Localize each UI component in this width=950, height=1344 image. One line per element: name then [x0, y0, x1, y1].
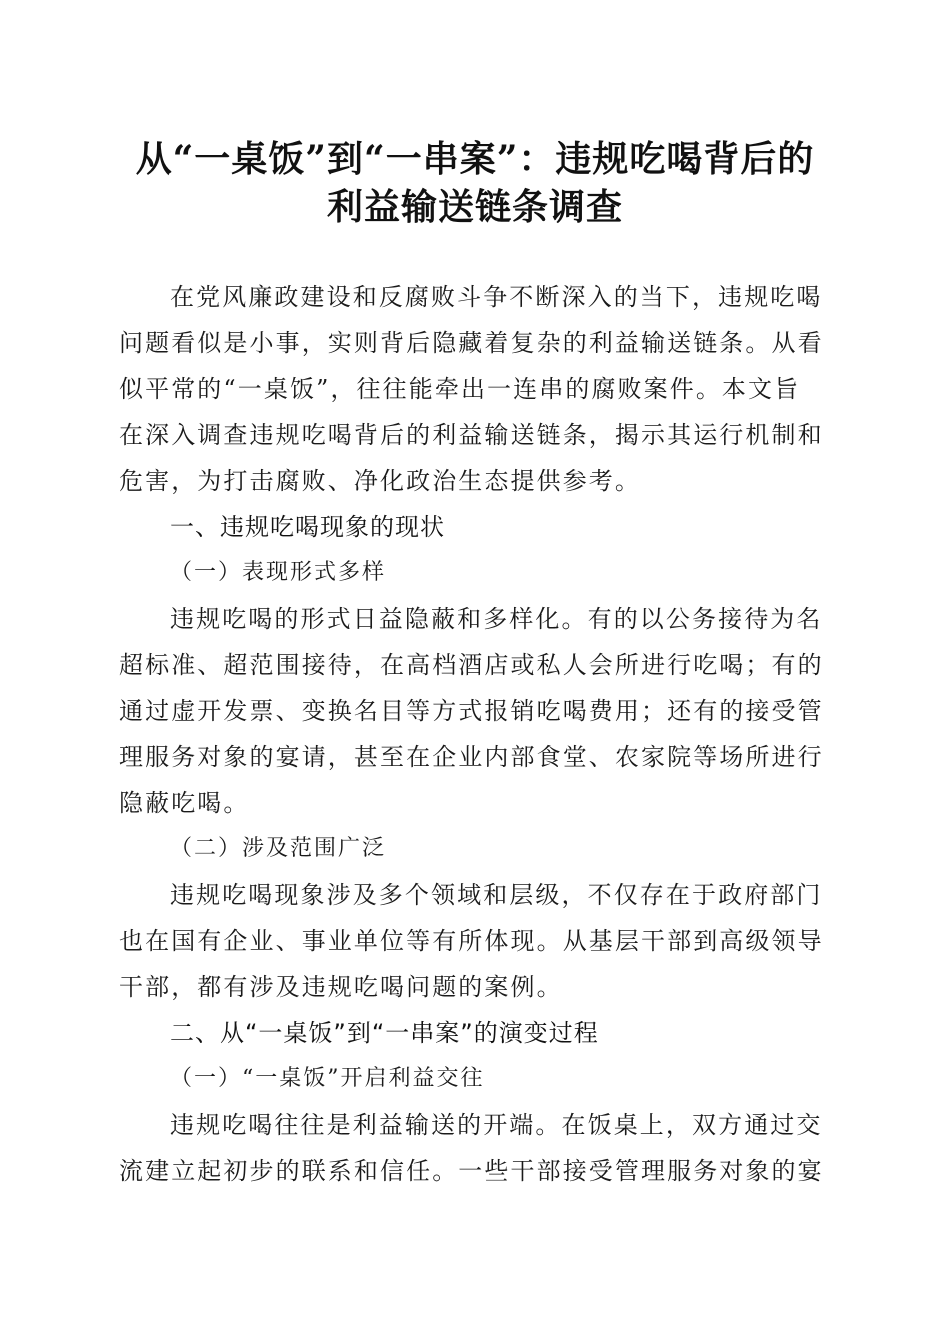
intro-line: 问题看似是小事，实则背后隐藏着复杂的利益输送链条。从看: [119, 329, 824, 357]
section-1-sub-1-line: 理服务对象的宴请，甚至在企业内部食堂、农家院等场所进行: [119, 743, 824, 771]
section-1-sub-2-line: 也在国有企业、事业单位等有所体现。从基层干部到高级领导: [119, 927, 824, 955]
intro-line: 危害，为打击腐败、净化政治生态提供参考。: [119, 467, 641, 495]
intro-line: 在深入调查违规吃喝背后的利益输送链条，揭示其运行机制和: [119, 421, 824, 449]
section-1-sub-2-line: 违规吃喝现象涉及多个领域和层级，不仅存在于政府部门: [170, 881, 823, 909]
intro-line: 在党风廉政建设和反腐败斗争不断深入的当下，违规吃喝: [170, 283, 823, 311]
section-1-sub-2-heading: （二）涉及范围广泛: [170, 836, 387, 861]
section-2-sub-1-line: 流建立起初步的联系和信任。一些干部接受管理服务对象的宴: [119, 1157, 824, 1185]
document-title-line-1: 从“一桌饭”到“一串案”：违规吃喝背后的: [135, 138, 815, 180]
section-1-sub-1-heading: （一）表现形式多样: [170, 560, 387, 585]
section-1-sub-1-line: 隐蔽吃喝。: [119, 789, 250, 817]
section-2-sub-1-heading: （一）“一桌饭”开启利益交往: [170, 1066, 485, 1091]
section-1-sub-2-line: 干部，都有涉及违规吃喝问题的案例。: [119, 973, 563, 1001]
section-2-sub-1-line: 违规吃喝往往是利益输送的开端。在饭桌上，双方通过交: [170, 1111, 823, 1139]
intro-line: 似平常的“一桌饭”，往往能牵出一连串的腐败案件。本文旨: [119, 375, 801, 403]
section-1-sub-1-line: 超标准、超范围接待，在高档酒店或私人会所进行吃喝；有的: [119, 651, 824, 679]
section-1-sub-1-line: 通过虚开发票、变换名目等方式报销吃喝费用；还有的接受管: [119, 697, 824, 725]
section-2-heading: 二、从“一桌饭”到“一串案”的演变过程: [170, 1019, 599, 1047]
document-title-line-2: 利益输送链条调查: [326, 186, 623, 228]
section-1-sub-1-line: 违规吃喝的形式日益隐蔽和多样化。有的以公务接待为名: [170, 605, 823, 633]
section-1-heading: 一、违规吃喝现象的现状: [170, 513, 445, 541]
